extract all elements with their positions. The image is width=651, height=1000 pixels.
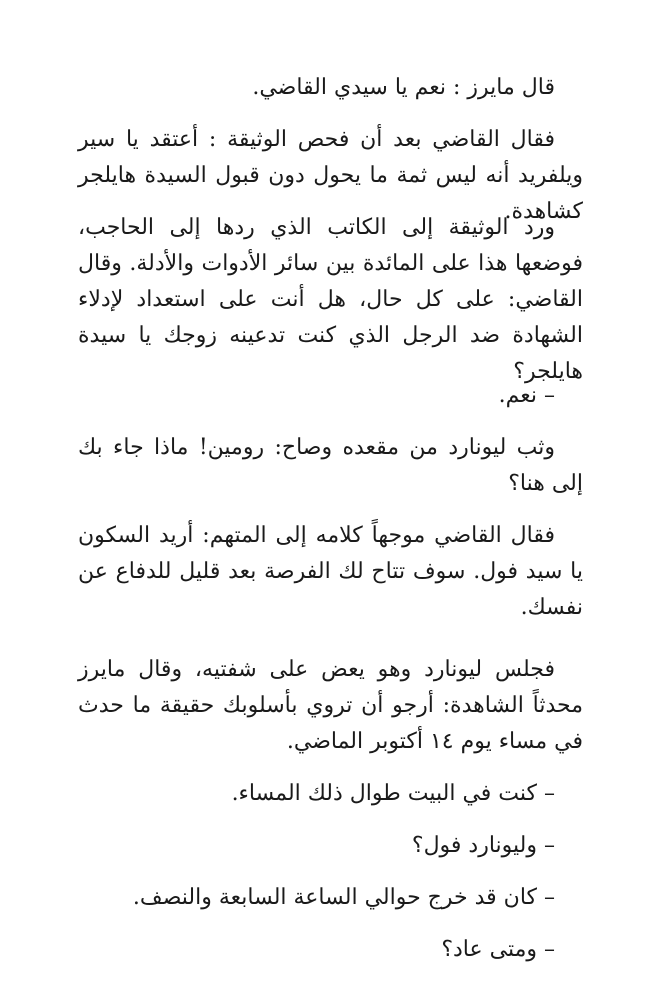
paragraph-text: وثب ليونارد من مقعده وصاح: رومين! ماذا جاء بك إلى هنا؟: [78, 435, 583, 496]
paragraph-text: – نعم.: [498, 383, 555, 408]
paragraph-7: [78, 652, 583, 760]
paragraph-text: – كان قد خرج حوالي الساعة السابعة والنصف.: [132, 885, 555, 910]
paragraph-11: [78, 932, 583, 968]
paragraph-1: [78, 70, 583, 106]
paragraph-text: فجلس ليونارد وهو يعض على شفتيه، وقال مايرز محدثاً الشاهدة: أرجو أن تروي بأسلوبك حقيقة ما حدث في مساء يوم ١٤ أكتوبر الماضي.: [78, 657, 583, 754]
paragraph-9: [78, 828, 583, 864]
paragraph-text: فقال القاضي بعد أن فحص الوثيقة : أعتقد يا سير ويلفريد أنه ليس ثمة ما يحول دون قبول السيدة هايلجر كشاهدة.: [78, 127, 583, 224]
paragraph-10: [78, 880, 583, 916]
paragraph-8: [78, 776, 583, 812]
paragraph-text: فقال القاضي موجهاً كلامه إلى المتهم: أريد السكون يا سيد فول. سوف تتاح لك الفرصة بعد قليل للدفاع عن نفسك.: [78, 523, 583, 620]
paragraph-3: [78, 210, 583, 390]
paragraph-6: [78, 518, 583, 626]
paragraph-text: – كنت في البيت طوال ذلك المساء.: [231, 781, 555, 806]
paragraph-5: [78, 430, 583, 502]
paragraph-text: – وليونارد فول؟: [411, 833, 555, 858]
paragraph-text: ورد الوثيقة إلى الكاتب الذي ردها إلى الحاجب، فوضعها هذا على المائدة بين سائر الأدوات والأدلة. وقال القاضي: على كل حال، هل أنت على استعداد لإدلاء الشهادة ضد الرجل الذي كنت تدعينه زوجك يا سيدة هايلجر؟: [78, 215, 583, 384]
paragraph-4: [78, 378, 583, 414]
paragraph-text: قال مايرز : نعم يا سيدي القاضي.: [252, 75, 555, 100]
paragraph-text: – ومتى عاد؟: [441, 937, 555, 962]
